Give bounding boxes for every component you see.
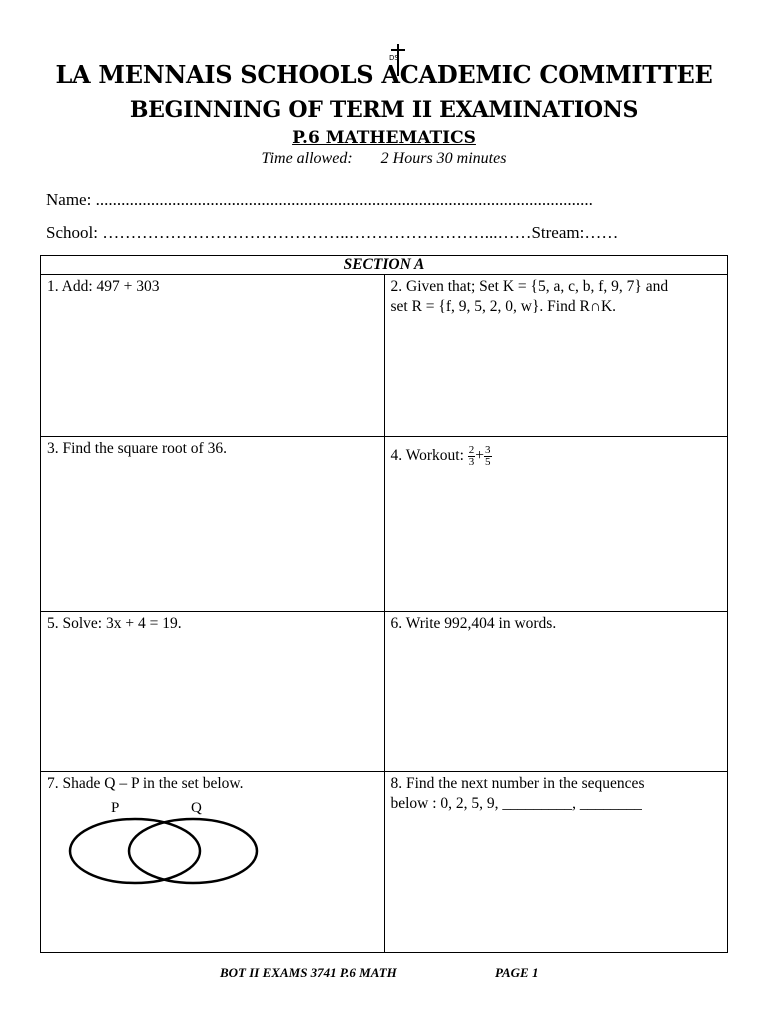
set-q-ellipse	[129, 819, 257, 883]
subject-title: P.6 MATHEMATICS	[292, 128, 476, 148]
footer-exam-code: BOT II EXAMS 3741 P.6 MATH	[220, 965, 397, 980]
venn-label-p: P	[111, 800, 120, 816]
question-1-cell[interactable]	[41, 275, 385, 437]
plus-sign: +	[475, 447, 485, 465]
question-3-cell[interactable]	[41, 437, 385, 612]
time-label: Time allowed:	[261, 150, 353, 167]
fraction-2-numerator: 3	[485, 444, 491, 456]
set-p-ellipse	[70, 819, 200, 883]
question-8-cell[interactable]	[384, 772, 728, 953]
question-4-cell[interactable]	[384, 437, 728, 612]
footer-page-number: PAGE 1	[495, 965, 539, 980]
question-5-cell[interactable]	[41, 612, 385, 772]
question-7-text: 7. Shade Q – P in the set below.	[47, 775, 244, 792]
question-1-text: 1. Add: 497 + 303	[47, 278, 160, 295]
questions-table	[40, 255, 728, 953]
question-8-line1: 8. Find the next number in the sequences	[390, 775, 645, 792]
venn-diagram	[47, 796, 277, 886]
exam-title: BEGINNING OF TERM II EXAMINATIONS	[129, 97, 639, 123]
fraction-1-numerator: 2	[468, 444, 475, 456]
question-6-cell[interactable]	[384, 612, 728, 772]
name-field[interactable]: Name: .....................................................................................................................	[46, 190, 593, 209]
question-4-expression	[391, 445, 492, 468]
question-4-text: 4. Workout:	[390, 447, 464, 465]
question-8-line2: below : 0, 2, 5, 9, _________, ________	[390, 795, 642, 812]
fraction-three-fifths	[484, 445, 492, 468]
school-stream-field[interactable]: School: ……………………………………..……………………...……Stream:……	[46, 223, 619, 242]
section-heading: SECTION A	[41, 256, 728, 275]
question-2-line2: set R = {f, 9, 5, 2, 0, w}. Find R∩K.	[390, 298, 617, 315]
school-title: LA MENNAIS SCHOOLS ACADEMIC COMMITTEE	[55, 60, 713, 89]
question-2-cell[interactable]	[384, 275, 728, 437]
venn-label-q: Q	[191, 800, 202, 816]
time-value: 2 Hours 30 minutes	[380, 150, 507, 167]
question-5-text: 5. Solve: 3x + 4 = 19.	[47, 615, 182, 632]
question-7-cell[interactable]	[41, 772, 385, 953]
fraction-2-denominator: 5	[485, 456, 491, 468]
logo-letters: DS	[389, 54, 399, 62]
question-6-text: 6. Write 992,404 in words.	[390, 615, 557, 632]
fraction-1-denominator: 3	[468, 456, 475, 468]
question-3-text: 3. Find the square root of 36.	[47, 440, 227, 457]
time-allowed	[0, 150, 768, 168]
question-2-line1: 2. Given that; Set K = {5, a, c, b, f, 9, 7} and	[390, 278, 669, 295]
